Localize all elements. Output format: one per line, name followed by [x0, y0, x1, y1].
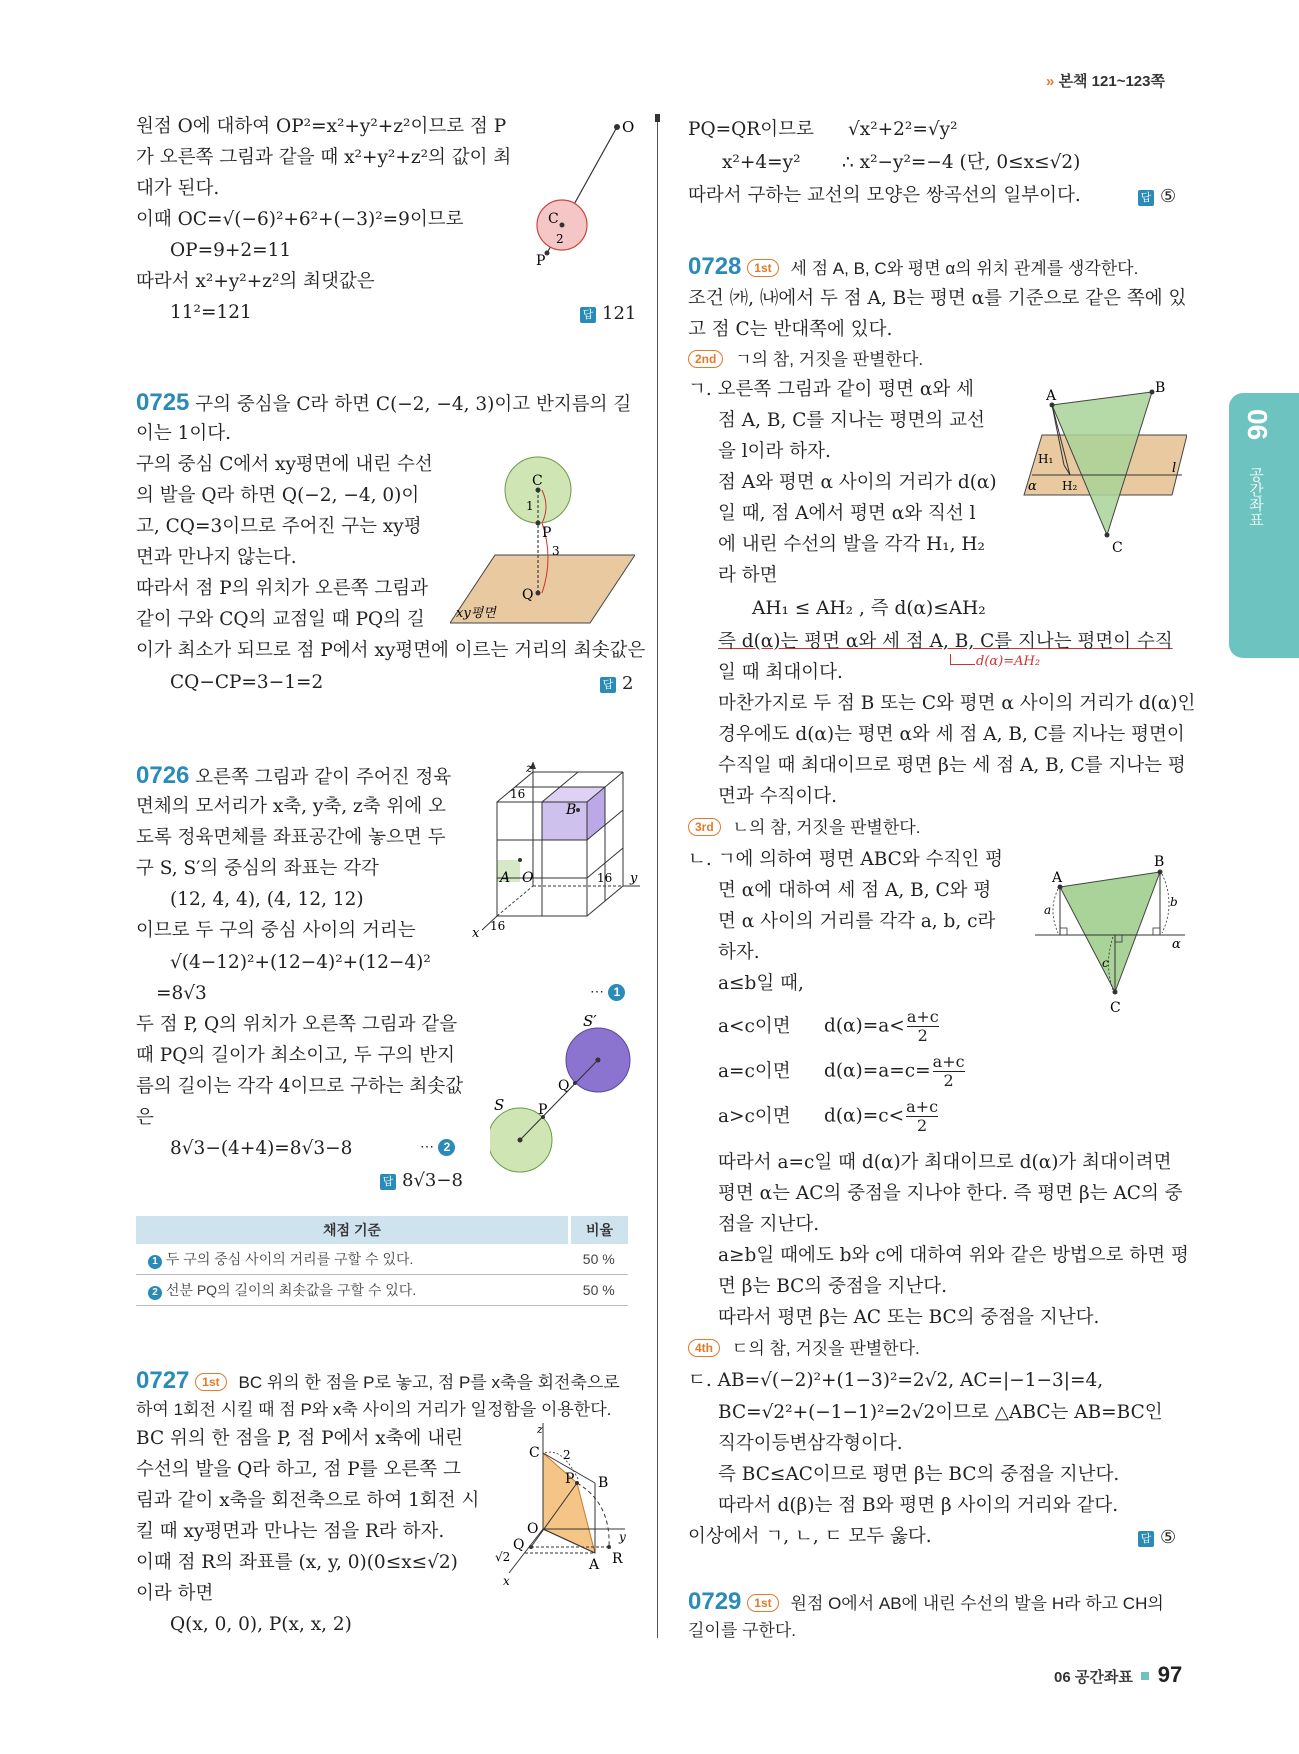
text-line: 이므로 두 구의 중심 사이의 거리는 [136, 920, 416, 941]
text-line: ㄱ. 오른쪽 그림과 같이 평면 α와 세 [688, 379, 974, 400]
page-footer [1054, 1662, 1182, 1688]
figure-0728-2 [1030, 852, 1190, 1017]
figure-0728-1 [1012, 380, 1187, 555]
text-line: 면과 수직이다. [718, 786, 837, 807]
fig-label: 1 [526, 499, 534, 513]
problem-0728-hint: 0728 1st 세 점 A, B, C와 평면 α의 위치 관계를 생각한다. [688, 253, 1139, 280]
text-line: 을 l이라 하자. [718, 441, 831, 462]
answer-0726: 답 8√3−8 [380, 1170, 463, 1191]
problem-0726-line-0: 0726 오른쪽 그림과 같이 주어진 정육 [136, 762, 452, 789]
figure-0726-spheres [490, 1010, 640, 1180]
text-line: 고, CQ=3이므로 주어진 구는 xy평 [136, 516, 422, 537]
hint-line: 길이를 구한다. [688, 1621, 796, 1640]
fig-label: B [1155, 380, 1166, 396]
fig-label: c [1102, 956, 1109, 970]
text-line: BC=√2²+(−1−1)²=2√2이므로 △ABC는 AB=BC인 [718, 1402, 1163, 1423]
figure-0726-cube [462, 762, 642, 937]
fig-label: y [619, 1530, 626, 1544]
text-line: 고 점 C는 반대쪽에 있다. [688, 319, 893, 340]
fig-label: B [1154, 854, 1165, 870]
text-line: 8√3−(4+4)=8√3−8 [170, 1138, 353, 1159]
fig-label: A [1052, 870, 1063, 886]
fig-label: 16 [490, 919, 506, 933]
step-tag: 1st [747, 259, 778, 277]
page-number: 97 [1157, 1662, 1183, 1687]
text-line: ∴ x²−y²=−4 (단, 0≤x≤√2) [842, 152, 1081, 173]
text-line: 따라서 a=c일 때 d(α)가 최대이므로 d(α)가 최대이려면 [718, 1152, 1172, 1173]
text-line: 구의 중심 C에서 xy평면에 내린 수선 [136, 454, 433, 475]
problem-0725-line-0: 0725 구의 중심을 C라 하면 C(−2, −4, 3)이고 반지름의 길 [136, 389, 632, 416]
fig-label: √2 [495, 1550, 511, 1564]
text-line: 이는 1이다. [136, 423, 232, 444]
figure-op-line [520, 115, 640, 265]
text-line: 원점 O에 대하여 OP²=x²+y²+z²이므로 점 P [136, 116, 507, 137]
problem-number: 0729 [688, 1588, 742, 1615]
step-tag: 1st [195, 1373, 226, 1391]
fig-label: z [526, 762, 533, 775]
fig-label: R [612, 1551, 623, 1567]
chevron-right-icon: » [1046, 73, 1055, 90]
text-line: 따라서 d(β)는 점 B와 평면 β 사이의 거리와 같다. [718, 1495, 1119, 1516]
text-line: 점 A와 평면 α 사이의 거리가 d(α) [718, 472, 997, 493]
fig-label: H₂ [1062, 479, 1078, 493]
answer-top: 답 ⑤ [1138, 186, 1176, 207]
text-line: Q(x, 0, 0), P(x, x, 2) [170, 1614, 352, 1635]
fig-label: α [1028, 479, 1037, 494]
fig-label: C [532, 473, 543, 489]
text-line: 의 발을 Q라 하면 Q(−2, −4, 0)이 [136, 485, 420, 506]
fig-label: Q [558, 1078, 570, 1094]
fig-label: A [500, 870, 511, 886]
text-line: √x²+2²=√y² [848, 119, 958, 140]
header-ratio: 비율 [570, 1216, 629, 1244]
side-tab [1229, 393, 1299, 658]
step-marker-1: ⋯ 1 [590, 984, 625, 1001]
answer-icon: 답 [380, 1174, 396, 1190]
text-line: 가 오른쪽 그림과 같을 때 x²+y²+z²의 값이 최 [136, 147, 512, 168]
step-2nd: 2nd ㄱ의 참, 거짓을 판별한다. [688, 345, 923, 375]
text-line: AH₁ ≤ AH₂ , 즉 d(α)≤AH₂ [752, 598, 986, 619]
case-row: a=c이면 d(α)=a=c= $\frac{a+c}{2}$ [718, 1052, 965, 1090]
text-line: 점을 지난다. [718, 1214, 820, 1235]
table-row: 1 두 구의 중심 사이의 거리를 구할 수 있다. 50 % [136, 1244, 628, 1275]
problem-0727-hint: 0727 1st BC 위의 한 점을 P로 놓고, 점 P를 x축을 회전축으로 [136, 1367, 620, 1394]
text-line: 직각이등변삼각형이다. [718, 1433, 903, 1454]
fig-label: O [527, 1521, 539, 1537]
svg-text:O: O [622, 118, 635, 136]
text-line: 조건 ㈎, ㈏에서 두 점 A, B는 평면 α를 기준으로 같은 쪽에 있 [688, 288, 1187, 309]
text-line: 이가 최소가 되므로 점 P에서 xy평면에 이르는 거리의 최솟값은 [136, 640, 646, 661]
text-line: 평면 α는 AC의 중점을 지나야 한다. 즉 평면 β는 AC의 중 [718, 1183, 1183, 1204]
text-line: 에 내린 수선의 발을 각각 H₁, H₂ [718, 534, 985, 555]
text-line: 라 하면 [718, 565, 778, 586]
fig-label: y [630, 871, 638, 886]
hint-line: 하여 1회전 시킬 때 점 P와 x축 사이의 거리가 일정함을 이용한다. [136, 1400, 612, 1419]
fig-label: α [1172, 937, 1181, 952]
problem-number: 0728 [688, 253, 742, 280]
text-line: 하자. [718, 942, 760, 963]
text-line: BC 위의 한 점을 P, 점 P에서 x축에 내린 [136, 1428, 464, 1449]
text-line: a≤b일 때, [718, 973, 804, 994]
text-line: √(4−12)²+(12−4)²+(12−4)² [170, 952, 431, 973]
fig-label: C [529, 1445, 540, 1461]
text-line: 면 α에 대하여 세 점 A, B, C와 평 [718, 880, 992, 901]
fig-label: B [598, 1475, 609, 1491]
fig-label: C [1112, 540, 1123, 555]
text-line: 도록 정육면체를 좌표공간에 놓으면 두 [136, 827, 446, 848]
text-line: 이상에서 ㄱ, ㄴ, ㄷ 모두 옳다. [688, 1526, 932, 1547]
svg-text:2: 2 [556, 232, 564, 246]
text-line: 따라서 구하는 교선의 모양은 쌍곡선의 일부이다. [688, 185, 1081, 206]
text-line: 따라서 x²+y²+z²의 최댓값은 [136, 271, 375, 292]
text-line: 킬 때 xy평면과 만나는 점을 R라 하자. [136, 1521, 445, 1542]
text-line: ㄴ. ㄱ에 의하여 평면 ABC와 수직인 평 [688, 849, 1003, 870]
note-bracket [950, 654, 975, 665]
answer-icon: 답 [580, 307, 596, 323]
answer-intro: 답 121 [580, 303, 636, 324]
fig-label: H₁ [1038, 452, 1054, 466]
text-line: OP=9+2=11 [170, 240, 292, 261]
text-line: 즉 BC≤AC이므로 평면 β는 BC의 중점을 지난다. [718, 1464, 1120, 1485]
answer-0725: 답 2 [600, 673, 633, 694]
table-row: 2 선분 PQ의 길이의 최솟값을 구할 수 있다. 50 % [136, 1275, 628, 1306]
text-line: 일 때 최대이다. [718, 662, 843, 683]
fig-label: 2 [563, 1448, 571, 1462]
score-table-header [136, 1216, 628, 1244]
step-3rd: 3rd ㄴ의 참, 거짓을 판별한다. [688, 813, 920, 843]
score-table [136, 1216, 628, 1306]
step-tag: 1st [747, 1594, 778, 1612]
fig-label: O [522, 870, 534, 886]
fig-label: z [537, 1423, 543, 1436]
text-line: a≥b일 때에도 b와 c에 대하여 위와 같은 방법으로 하면 평 [718, 1245, 1189, 1266]
header-ref: 본책 121~123쪽 [1058, 73, 1165, 90]
case-row: a>c이면 d(α)=c< $\frac{a+c}{2}$ [718, 1097, 939, 1135]
step-tag: 3rd [688, 818, 721, 836]
text-line: PQ=QR이므로 [688, 119, 814, 140]
text-line: 즉 d(α)는 평면 α와 세 점 A, B, C를 지나는 평면이 수직 [718, 631, 1173, 652]
problem-number: 0725 [136, 389, 190, 416]
fig-label: 16 [510, 787, 526, 801]
text-line: 은 [136, 1107, 154, 1128]
svg-text:C: C [548, 211, 559, 227]
text-line: 점 A, B, C를 지나는 평면의 교선 [718, 410, 985, 431]
step-marker-2: ⋯ 2 [420, 1139, 455, 1156]
text-line: x²+4=y² [722, 152, 801, 173]
text-line: ㄷ. AB=√(−2)²+(1−3)²=2√2, AC=|−1−3|=4, [688, 1370, 1104, 1391]
text-line: 때 PQ의 길이가 최소이고, 두 구의 반지 [136, 1045, 455, 1066]
text-line: 이라 하면 [136, 1583, 214, 1604]
column-divider-mark [655, 114, 660, 122]
fig-label: B [566, 802, 577, 818]
header-criteria: 채점 기준 [136, 1216, 570, 1244]
side-tab-title: 공간좌표 [1247, 467, 1264, 527]
answer-icon: 답 [600, 677, 616, 693]
svg-text:P: P [536, 253, 546, 265]
page-header [1046, 70, 1165, 91]
text-line: 림과 같이 x축을 회전축으로 하여 1회전 시 [136, 1490, 480, 1511]
text-line: 구 S, S′의 중심의 좌표는 각각 [136, 858, 379, 879]
fig-label: A [1046, 388, 1057, 404]
fig-label: S′ [583, 1012, 597, 1030]
fig-label: x [503, 1574, 510, 1588]
text-line: 따라서 평면 β는 AC 또는 BC의 중점을 지난다. [718, 1307, 1100, 1328]
fig-label: C [1110, 1000, 1121, 1016]
text-line: CQ−CP=3−1=2 [170, 672, 324, 693]
text-line: 일 때, 점 A에서 평면 α와 직선 l [718, 503, 976, 524]
fig-label: Q [522, 587, 534, 603]
column-divider [657, 118, 658, 1638]
text-line: 면 β는 BC의 중점을 지난다. [718, 1276, 948, 1297]
fig-label: 16 [597, 871, 613, 885]
fig-label: xy평면 [456, 606, 496, 621]
fig-label: a [1044, 903, 1052, 917]
answer-0728: 답 ⑤ [1138, 1527, 1176, 1548]
fig-label: Q [513, 1537, 525, 1553]
problem-number: 0726 [136, 762, 190, 789]
fig-label: l [1172, 461, 1177, 476]
text-line: 따라서 점 P의 위치가 오른쪽 그림과 [136, 578, 429, 599]
problem-0729-hint: 0729 1st 원점 O에서 AB에 내린 수선의 발을 H라 하고 CH의 [688, 1588, 1164, 1615]
answer-icon: 답 [1138, 1531, 1154, 1547]
text-line: =8√3 [156, 983, 207, 1004]
text-line: 면과 만나지 않는다. [136, 547, 297, 568]
answer-icon: 답 [1138, 190, 1154, 206]
text-line: 수선의 발을 Q라 하고, 점 P를 오른쪽 그 [136, 1459, 461, 1480]
text-line: (12, 4, 4), (4, 12, 12) [170, 889, 364, 910]
footer-square-icon [1141, 1672, 1149, 1680]
footer-chapter: 06 공간좌표 [1054, 1669, 1133, 1686]
text-line: 면 α 사이의 거리를 각각 a, b, c라 [718, 911, 996, 932]
side-tab-num: 06 [1242, 409, 1273, 441]
text-line: 름의 길이는 각각 4이므로 구하는 최솟값 [136, 1076, 464, 1097]
text-line: 마찬가지로 두 점 B 또는 C와 평면 α 사이의 거리가 d(α)인 [718, 693, 1196, 714]
fig-label: b [1170, 895, 1178, 909]
figure-0725 [450, 455, 635, 625]
case-row: a<c이면 d(α)=a< $\frac{a+c}{2}$ [718, 1007, 939, 1045]
fig-label: S [494, 1096, 505, 1114]
step-4th: 4th ㄷ의 참, 거짓을 판별한다. [688, 1334, 920, 1364]
text-line: 경우에도 d(α)는 평면 α와 세 점 A, B, C를 지나는 평면이 [718, 724, 1185, 745]
text-line: 면체의 모서리가 x축, y축, z축 위에 오 [136, 796, 447, 817]
text-line: 이때 점 R의 좌표를 (x, y, 0)(0≤x≤√2) [136, 1552, 458, 1573]
text-line: 두 점 P, Q의 위치가 오른쪽 그림과 같을 [136, 1014, 458, 1035]
fig-label: P [565, 1471, 575, 1487]
text-line: 11²=121 [170, 302, 252, 323]
text-line: 같이 구와 CQ의 교점일 때 PQ의 길 [136, 609, 425, 630]
problem-number: 0727 [136, 1367, 190, 1394]
step-tag: 2nd [688, 350, 723, 368]
fig-label: 3 [552, 544, 560, 558]
underline-note: d(α)=AH₂ [976, 654, 1041, 669]
step-tag: 4th [688, 1339, 720, 1357]
fig-label: A [589, 1557, 600, 1573]
fig-label: P [542, 525, 552, 541]
fig-label: P [538, 1102, 548, 1118]
text-line: 이때 OC=√(−6)²+6²+(−3)²=9이므로 [136, 209, 464, 230]
text-line: 대가 된다. [136, 178, 220, 199]
figure-0727 [495, 1423, 635, 1588]
fig-label: x [472, 926, 480, 937]
text-line: 수직일 때 최대이므로 평면 β는 세 점 A, B, C를 지나는 평 [718, 755, 1186, 776]
